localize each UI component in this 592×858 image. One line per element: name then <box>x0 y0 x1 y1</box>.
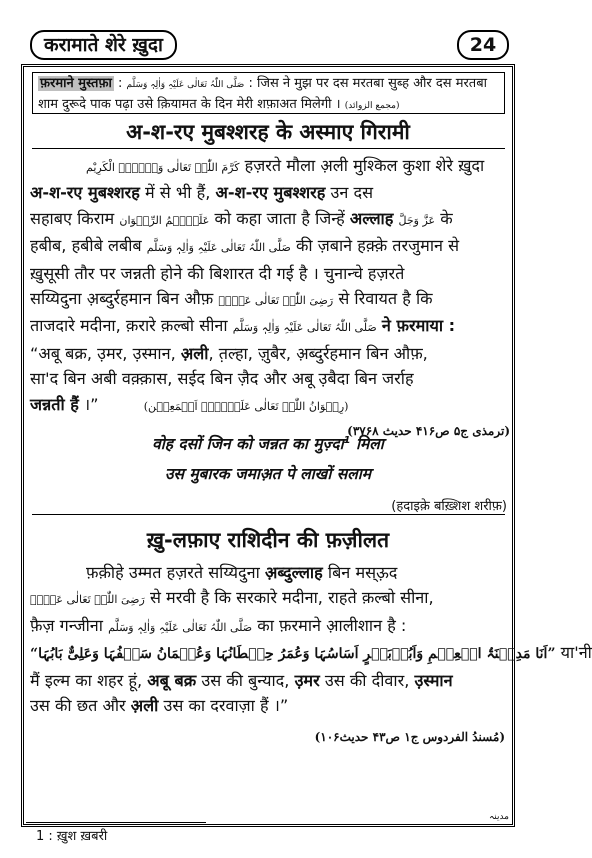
notice-label: फ़रमाने मुस्तफ़ा <box>40 76 112 91</box>
s1-line: अ-श-रए मुबश्शरह में से भी हैं, अ-श-रए मुबश्शरह उन दस <box>30 183 374 203</box>
s2-line: मैं इल्म का शहर हूं, अबू बक्र उस की बुन्याद, उ़मर उस की दीवार, उ़स्मान <box>30 670 453 690</box>
s1-line: सय्यिदुना अ़ब्दुर्रहमान बिन औफ़ رَضِیَ اللّٰہُ تَعَالٰی عَنۡہُ से रिवायत है कि <box>30 289 433 309</box>
section1-heading: अ-श-रए मुबश्शरह के अस्माए गिरामी <box>126 120 410 144</box>
s1-line: सा'द बिन अबी वक़्क़ास, सईद बिन ज़ैद और अबू उ़बैदा बिन जर्राह <box>30 369 414 389</box>
s2-line: फ़क़ीहे उम्मत हज़रते सय्यिदुना अ़ब्दुल्लाह बिन मस्ऊ़द <box>86 563 398 582</box>
salawat-text: صَلَّی اللّٰہُ تَعَالٰی عَلَیْہِ وَاٰلِہٖ وَسَلَّم <box>126 80 245 90</box>
footnote: 1 : ख़ुश ख़बरी <box>36 829 108 844</box>
couplet-source: (हदाइक़े बख़्शिश शरीफ़) <box>391 499 507 514</box>
footnote-divider <box>26 822 206 823</box>
s1-line: हबीब, हबीबे लबीब صَلَّی اللّٰہُ تَعَالٰی عَلَیْہِ وَاٰلِہٖ وَسَلَّم की ज़बाने हक़्क़े तरजुमान से <box>30 236 460 256</box>
s2-line: फ़ैज़ गन्जीना صَلَّی اللّٰہُ تَعَالٰی عَلَیْہِ وَاٰلِہٖ وَسَلَّم का फ़रमाने आ़लीशान है : <box>30 615 407 635</box>
s1-line: کَرَّمَ اللّٰہُ تَعَالٰی وَجۡہَہُ الْکَرِیْم हज़रते मौला अ़ली मुश्किल कुशा शेरे ख़ुदा <box>86 156 485 175</box>
s2-line: رَضِیَ اللّٰہُ تَعَالٰی عَنۡہُ से मरवी है कि सरकारे मदीना, राहते क़ल्बो सीना, <box>30 588 434 608</box>
s2-line: “اَنَا مَدِیۡنَۃُ الۡعِلۡمِ وَاَبُوۡبَکۡرٍ اَسَاسُہَا وَعُمَرُ حِیۡطَانُہَا وَعُثۡمَانُ سَقۡفُہَا وَعَلِیٌّ بَابُہَا” या'नी <box>30 643 592 663</box>
notice-source: (مجمع الزوائد) <box>344 101 400 111</box>
couplet-line-2: उस मुबारक जमाअ़त पे लाखों सलाम <box>164 465 372 483</box>
madina-mark: مدینہ <box>488 812 509 822</box>
couplet-line-1: वोह दसों जिन को जन्नत का मुज़्दा$^1$ मिला <box>152 434 384 453</box>
s1-line: जन्नती हैं ।” (رِضۡوَانُ اللّٰہِ تَعَالٰی عَلَیۡہِمۡ اَجۡمَعِیۡن) (ترمذی ج۵ ص۴۱۶ حدیث ۳۷۶۸) <box>30 394 510 439</box>
section1-divider <box>32 148 505 149</box>
book-title: करामाते शेरे ख़ुदा <box>30 30 177 60</box>
notice-text-2: शाम दुरूदे पाक पढ़ा उसे क़ियामत के दिन मेरी शफ़ाअत मिलेगी । <box>38 97 341 112</box>
section1-body <box>30 153 510 444</box>
couplet-divider <box>32 514 505 515</box>
section2-body <box>30 560 592 718</box>
page-number: 24 <box>457 30 509 60</box>
s2-line: उस की छत और अ़ली उस का दरवाज़ा हैं ।” <box>30 696 289 716</box>
s1-line: सहाबए किराम عَلَیۡہِمُ الرِّضۡوَان को कहा जाता है जिन्हें अल्लाह عَزَّ وَجَلَّ के <box>30 208 453 228</box>
farmane-mustafa-box: फ़रमाने मुस्तफ़ा : صَلَّی اللّٰہُ تَعَالٰی عَلَیْہِ وَاٰلِہٖ وَسَلَّم : जिस ने मुझ पर दस मरतबा सुब्ह और दस मरतबा शाम दुरूदे पाक पढ़ा उसे क़ियामत के दिन मेरी शफ़ाअत मिलेगी । (مجمع الزوائد) <box>32 72 505 114</box>
s1-line: ख़ुसूसी तौर पर जन्नती होने की बिशारत दी गई है । चुनान्चे हज़रते <box>30 263 405 283</box>
notice-text-1: : जिस ने मुझ पर दस मरतबा सुब्ह और दस मरतबा <box>248 76 487 91</box>
hadith-reference: (مُسندُ الفردوس ج۱ ص۴۳ حدیث۱۰۶) <box>314 730 505 744</box>
s1-line: “अबू बक्र, उ़मर, उ़स्मान, अ़ली, त़ल्हा, ज़ुबैर, अ़ब्दुर्रहमान बिन औफ़, <box>30 343 428 363</box>
section2-heading: ख़ु-लफ़ाए राशिदीन की फ़ज़ीलत <box>146 528 390 552</box>
s1-line: ताजदारे मदीना, क़रारे क़ल्बो सीना صَلَّی اللّٰہُ تَعَالٰی عَلَیْہِ وَاٰلِہٖ وَسَلَّم ने फ़रमाया : <box>30 316 456 336</box>
